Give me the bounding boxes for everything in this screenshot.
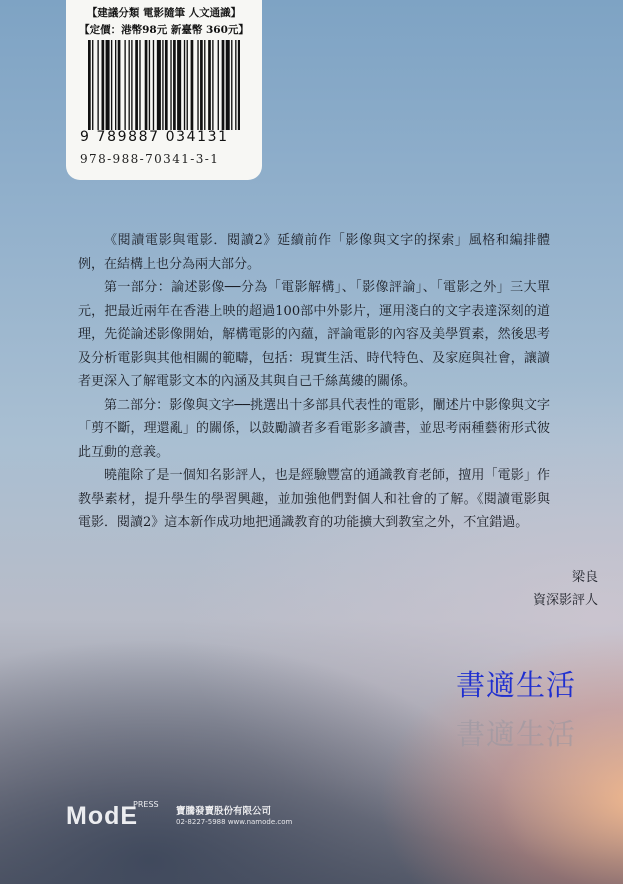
imprint-logo-reflection: 書適生活 (456, 717, 577, 751)
barcode-bar (204, 40, 205, 130)
barcode-bar (106, 40, 110, 130)
barcode-bar (153, 40, 154, 130)
blurb-paragraph-3: 第二部分：影像與文字──挑選出十多部具代表性的電影，闡述片中影像與文字「剪不斷，理還亂」的關係，以鼓勵讀者多看電影多讀書，並思考兩種藝術形式彼此互動的意義。 (78, 397, 550, 460)
barcode-bar (139, 40, 140, 130)
barcode-bar (212, 40, 213, 130)
barcode-bar (238, 40, 240, 130)
barcode-bar (124, 40, 125, 130)
blurb-paragraph-2: 第一部分：論述影像──分為「電影解構」、「影像評論」、「電影之外」三大單元，把最近兩年在香港上映的超過100部中外影片，運用淺白的文字表達深刻的道理，先從論述影像開始，解構電影的內蘊，評論電影的內容及美學質素，然後思考及分析電影與其他相關的範疇，包括：現實生活、時代特色、及家庭與社會，讓讀者更深入了解電影文本的內涵及其與自己千絲萬縷的關係。 (78, 280, 550, 389)
barcode-bar (187, 40, 188, 130)
barcode-bar (222, 40, 225, 130)
price-line: 【定價：港幣98元 新臺幣 360元】 (79, 24, 249, 36)
barcode-bar (157, 40, 161, 130)
blurb-paragraph-1: 《閱讀電影與電影．閱讀2》延續前作「影像與文字的探索」風格和編排體例，在結構上也分為兩大部分。 (78, 233, 550, 272)
barcode-bar (162, 40, 163, 130)
barcode-bar (97, 40, 98, 130)
barcode-bar (177, 40, 181, 130)
barcode-bar (226, 40, 230, 130)
barcode-bar (231, 40, 232, 130)
barcode-bar (129, 40, 130, 130)
blurb-paragraph-4: 曉龍除了是一個知名影評人，也是經驗豐富的通識教育老師，擅用「電影」作教學素材，提升學生的學習興趣，並加強他們對個人和社會的了解。《閱讀電影與電影．閱讀2》這本新作成功地把通識教育的功能擴大到教室之外，不宜錯過。 (78, 468, 550, 530)
barcode-bar (170, 40, 171, 130)
barcode-bar (235, 40, 236, 130)
publisher-name: 寶騰發賣股份有限公司 (176, 806, 272, 817)
signature-role: 資深影評人 (532, 593, 598, 608)
barcode-bar (149, 40, 150, 130)
barcode-bar (102, 40, 105, 130)
barcode-bar (218, 40, 219, 130)
barcode-bar (118, 40, 121, 130)
barcode-bar (115, 40, 116, 130)
category-line: 【建議分類 電影隨筆 人文通識】 (86, 7, 242, 19)
barcode-bar (184, 40, 185, 130)
barcode-bar (208, 40, 211, 130)
isbn-number: 978-988-70341-3-1 (80, 152, 220, 166)
barcode-bar (173, 40, 176, 130)
barcode-bar (111, 40, 112, 130)
publisher-contact: 02-8227-5988 www.namode.com (176, 818, 293, 826)
barcode-bars (86, 40, 240, 132)
barcode-bar (88, 40, 91, 130)
barcode-bar (135, 40, 138, 130)
blurb-text (78, 229, 550, 535)
barcode-bar (197, 40, 198, 130)
imprint-logo: 書適生活 (456, 668, 577, 702)
barcode-bar (92, 40, 93, 130)
barcode-bar (191, 40, 194, 130)
signature-name: 梁良 (571, 570, 598, 585)
publisher-logo: ModE (66, 802, 139, 830)
barcode-bar (145, 40, 148, 130)
barcode-digits: 9 789887 034131 (80, 129, 229, 145)
publisher-logo-sub: PRESS (133, 800, 159, 809)
barcode-bar (165, 40, 168, 130)
barcode-bar (131, 40, 132, 130)
barcode-label (66, 0, 262, 180)
barcode-bar (200, 40, 203, 130)
